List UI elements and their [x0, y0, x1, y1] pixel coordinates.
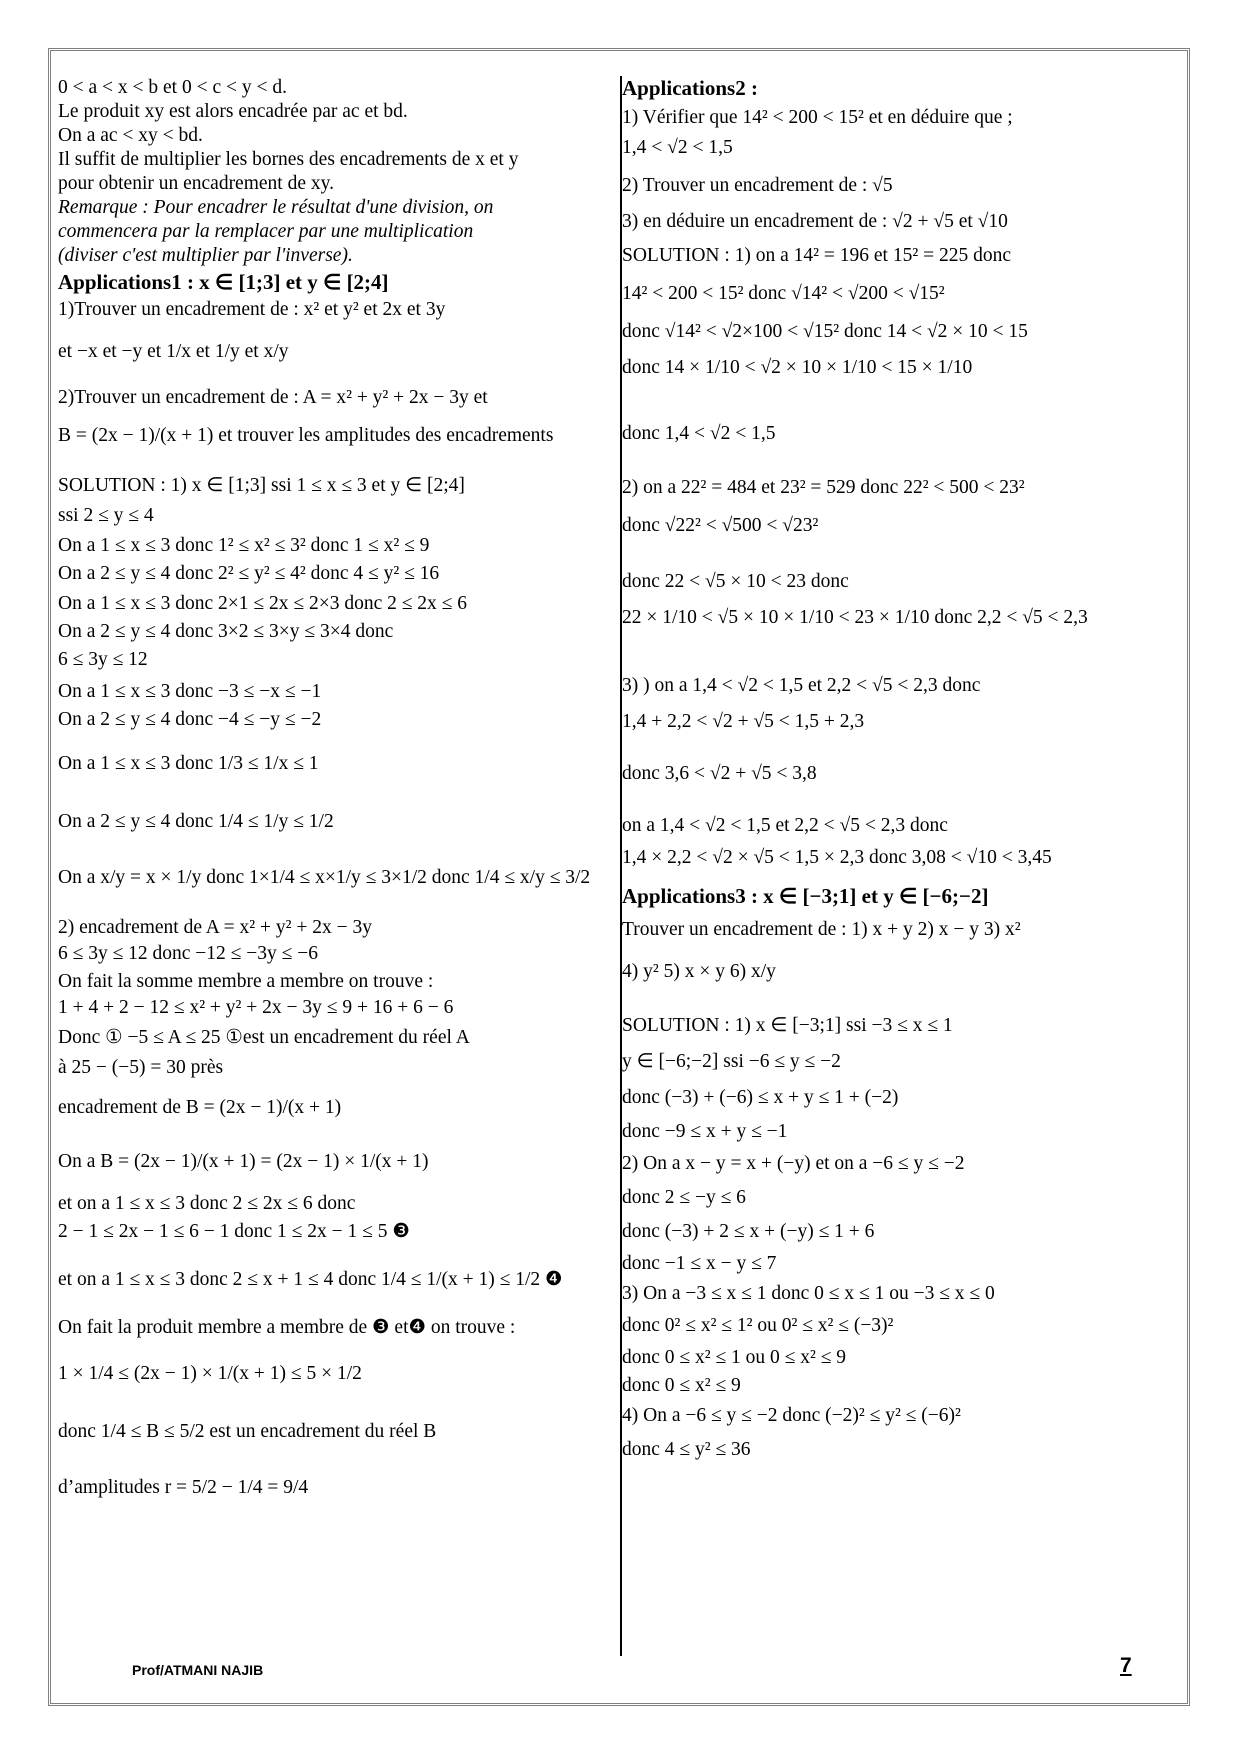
- remark-line: (diviser c'est multiplier par l'inverse).: [58, 245, 353, 266]
- text-line: pour obtenir un encadrement de xy.: [58, 173, 334, 194]
- text-line: 14² < 200 < 15² donc √14² < √200 < √15²: [622, 283, 945, 304]
- text-line: 2) Trouver un encadrement de : √5: [622, 175, 893, 196]
- author-name: Prof/ATMANI NAJIB: [132, 1662, 264, 1678]
- text-line: On fait la somme membre a membre on trouve :: [58, 971, 434, 992]
- text-line: On a 1 ≤ x ≤ 3 donc 1/3 ≤ 1/x ≤ 1: [58, 753, 319, 774]
- text-line: On fait la produit membre a membre de ❸ et❹ on trouve :: [58, 1317, 516, 1338]
- text-line: On a 2 ≤ y ≤ 4 donc 2² ≤ y² ≤ 4² donc 4 ≤ y² ≤ 16: [58, 563, 440, 584]
- text-line: 2 − 1 ≤ 2x − 1 ≤ 6 − 1 donc 1 ≤ 2x − 1 ≤ 5 ❸: [58, 1221, 410, 1242]
- text-line: On a B = (2x − 1)/(x + 1) = (2x − 1) × 1/(x + 1): [58, 1151, 429, 1172]
- text-line: 3) On a −3 ≤ x ≤ 1 donc 0 ≤ x ≤ 1 ou −3 ≤ x ≤ 0: [622, 1283, 995, 1304]
- text-line: On a ac < xy < bd.: [58, 125, 203, 146]
- text-line: 4) On a −6 ≤ y ≤ −2 donc (−2)² ≤ y² ≤ (−6)²: [622, 1405, 961, 1426]
- text-line: On a 1 ≤ x ≤ 3 donc 1² ≤ x² ≤ 3² donc 1 ≤ x² ≤ 9: [58, 535, 430, 556]
- text-line: 1 + 4 + 2 − 12 ≤ x² + y² + 2x − 3y ≤ 9 + 16 + 6 − 6: [58, 997, 454, 1018]
- text-line: 2) on a 22² = 484 et 23² = 529 donc 22² < 500 < 23²: [622, 477, 1025, 498]
- text-line: y ∈ [−6;−2] ssi −6 ≤ y ≤ −2: [622, 1051, 841, 1072]
- text-line: 1)Trouver un encadrement de : x² et y² et 2x et 3y: [58, 299, 446, 320]
- text-line: donc √14² < √2×100 < √15² donc 14 < √2 × 10 < 15: [622, 321, 1028, 342]
- text-line: 2) encadrement de A = x² + y² + 2x − 3y: [58, 917, 372, 938]
- text-line: 6 ≤ 3y ≤ 12: [58, 649, 148, 670]
- text-line: Le produit xy est alors encadrée par ac et bd.: [58, 101, 408, 122]
- text-line: donc 14 × 1/10 < √2 × 10 × 1/10 < 15 × 1/10: [622, 357, 973, 378]
- text-line: donc 0 ≤ x² ≤ 9: [622, 1375, 741, 1396]
- text-line: à 25 − (−5) = 30 près: [58, 1057, 224, 1078]
- text-line: donc 22 < √5 × 10 < 23 donc: [622, 571, 849, 592]
- text-line: donc 2 ≤ −y ≤ 6: [622, 1187, 746, 1208]
- text-line: 3) en déduire un encadrement de : √2 + √5 et √10: [622, 211, 1008, 232]
- text-line: et on a 1 ≤ x ≤ 3 donc 2 ≤ x + 1 ≤ 4 donc 1/4 ≤ 1/(x + 1) ≤ 1/2 ❹: [58, 1269, 563, 1290]
- text-line: Trouver un encadrement de : 1) x + y 2) x − y 3) x²: [622, 919, 1021, 940]
- section-heading: Applications3 : x ∈ [−3;1] et y ∈ [−6;−2]: [622, 884, 989, 908]
- solution-line: SOLUTION : 1) x ∈ [1;3] ssi 1 ≤ x ≤ 3 et y ∈ [2;4]: [58, 475, 465, 496]
- text-line: On a 2 ≤ y ≤ 4 donc 3×2 ≤ 3×y ≤ 3×4 donc: [58, 621, 394, 642]
- text-line: On a 1 ≤ x ≤ 3 donc −3 ≤ −x ≤ −1: [58, 681, 322, 702]
- remark-line: commencera par la remplacer par une multiplication: [58, 221, 474, 242]
- text-line: On a 2 ≤ y ≤ 4 donc −4 ≤ −y ≤ −2: [58, 709, 322, 730]
- text-line: donc 0² ≤ x² ≤ 1² ou 0² ≤ x² ≤ (−3)²: [622, 1315, 894, 1336]
- text-line: B = (2x − 1)/(x + 1) et trouver les amplitudes des encadrements: [58, 425, 554, 446]
- text-line: donc (−3) + 2 ≤ x + (−y) ≤ 1 + 6: [622, 1221, 875, 1242]
- text-line: donc (−3) + (−6) ≤ x + y ≤ 1 + (−2): [622, 1087, 899, 1108]
- text-line: 1,4 × 2,2 < √2 × √5 < 1,5 × 2,3 donc 3,08 < √10 < 3,45: [622, 847, 1052, 868]
- text-line: d’amplitudes r = 5/2 − 1/4 = 9/4: [58, 1477, 309, 1498]
- text-line: 6 ≤ 3y ≤ 12 donc −12 ≤ −3y ≤ −6: [58, 943, 318, 964]
- solution-line: SOLUTION : 1) x ∈ [−3;1] ssi −3 ≤ x ≤ 1: [622, 1015, 953, 1036]
- text-line: donc −9 ≤ x + y ≤ −1: [622, 1121, 788, 1142]
- text-line: encadrement de B = (2x − 1)/(x + 1): [58, 1097, 342, 1118]
- section-heading: Applications2 :: [622, 76, 758, 100]
- text-line: ssi 2 ≤ y ≤ 4: [58, 505, 154, 526]
- text-line: donc 4 ≤ y² ≤ 36: [622, 1439, 751, 1460]
- text-line: 4) y² 5) x × y 6) x/y: [622, 961, 776, 982]
- text-line: 1,4 < √2 < 1,5: [622, 137, 733, 158]
- text-line: 22 × 1/10 < √5 × 10 × 1/10 < 23 × 1/10 donc 2,2 < √5 < 2,3: [622, 607, 1088, 628]
- text-line: donc √22² < √500 < √23²: [622, 515, 819, 536]
- text-line: et on a 1 ≤ x ≤ 3 donc 2 ≤ 2x ≤ 6 donc: [58, 1193, 356, 1214]
- text-line: donc −1 ≤ x − y ≤ 7: [622, 1253, 777, 1274]
- text-line: donc 3,6 < √2 + √5 < 3,8: [622, 763, 817, 784]
- text-line: donc 0 ≤ x² ≤ 1 ou 0 ≤ x² ≤ 9: [622, 1347, 847, 1368]
- text-line: On a 2 ≤ y ≤ 4 donc 1/4 ≤ 1/y ≤ 1/2: [58, 811, 334, 832]
- text-line: 1) Vérifier que 14² < 200 < 15² et en déduire que ;: [622, 107, 1013, 128]
- text-line: 0 < a < x < b et 0 < c < y < d.: [58, 77, 287, 98]
- text-line: Donc ① −5 ≤ A ≤ 25 ①est un encadrement du réel A: [58, 1027, 470, 1048]
- text-line: 1,4 + 2,2 < √2 + √5 < 1,5 + 2,3: [622, 711, 865, 732]
- section-heading: Applications1 : x ∈ [1;3] et y ∈ [2;4]: [58, 270, 389, 294]
- page-number: 7: [1120, 1654, 1132, 1677]
- text-line: donc 1,4 < √2 < 1,5: [622, 423, 776, 444]
- text-line: 3) ) on a 1,4 < √2 < 1,5 et 2,2 < √5 < 2,3 donc: [622, 675, 981, 696]
- text-line: 2) On a x − y = x + (−y) et on a −6 ≤ y ≤ −2: [622, 1153, 965, 1174]
- text-line: 1 × 1/4 ≤ (2x − 1) × 1/(x + 1) ≤ 5 × 1/2: [58, 1363, 362, 1384]
- text-line: On a x/y = x × 1/y donc 1×1/4 ≤ x×1/y ≤ 3×1/2 donc 1/4 ≤ x/y ≤ 3/2: [58, 867, 591, 888]
- text-line: On a 1 ≤ x ≤ 3 donc 2×1 ≤ 2x ≤ 2×3 donc 2 ≤ 2x ≤ 6: [58, 593, 468, 614]
- text-line: Il suffit de multiplier les bornes des encadrements de x et y: [58, 149, 519, 170]
- text-line: donc 1/4 ≤ B ≤ 5/2 est un encadrement du réel B: [58, 1421, 437, 1442]
- remark-line: Remarque : Pour encadrer le résultat d'une division, on: [58, 197, 494, 218]
- text-line: et −x et −y et 1/x et 1/y et x/y: [58, 341, 289, 362]
- solution-line: SOLUTION : 1) on a 14² = 196 et 15² = 225 donc: [622, 245, 1011, 266]
- text-line: on a 1,4 < √2 < 1,5 et 2,2 < √5 < 2,3 donc: [622, 815, 948, 836]
- text-line: 2)Trouver un encadrement de : A = x² + y² + 2x − 3y et: [58, 387, 488, 408]
